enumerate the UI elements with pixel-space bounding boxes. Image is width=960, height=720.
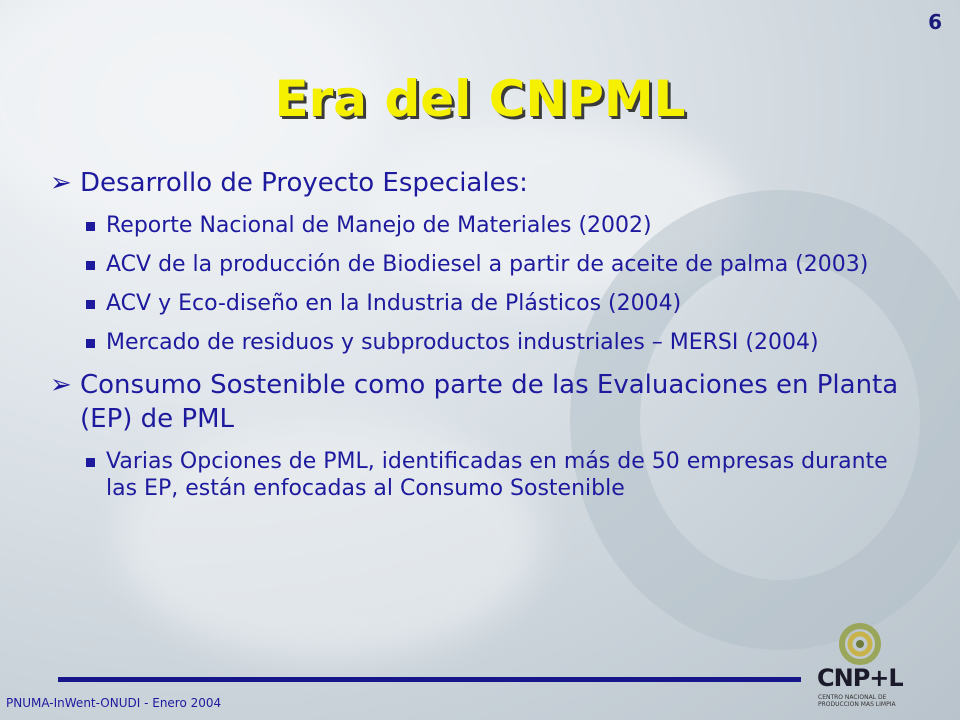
sub-bullet-text: ACV y Eco-diseño en la Industria de Plásticos (2004) <box>106 291 682 316</box>
square-bullet-icon <box>86 261 95 270</box>
footer-text: PNUMA-InWent-ONUDI - Enero 2004 <box>6 696 222 710</box>
bullet-text: Desarrollo de Proyecto Especiales: <box>80 168 528 198</box>
sub-bullet-item <box>50 329 920 356</box>
logo-name: CNP+L <box>817 664 903 692</box>
sub-bullet-text: Reporte Nacional de Manejo de Materiales (2002) <box>106 213 652 238</box>
slide-content <box>50 166 920 514</box>
sub-bullet-text: ACV de la producción de Biodiesel a partir de aceite de palma (2003) <box>106 252 869 277</box>
arrow-bullet-icon: ➢ <box>50 370 72 400</box>
sub-bullet-item <box>50 212 920 239</box>
page-number: 6 <box>928 10 942 34</box>
slide-title: Era del CNPML <box>274 70 686 128</box>
square-bullet-icon <box>86 222 95 231</box>
bullet-text: Consumo Sostenible como parte de las Evaluaciones en Planta (EP) de PML <box>80 370 899 434</box>
sub-bullet-text: Varias Opciones de PML, identificadas en más de 50 empresas durante las EP, están enfocadas al Consumo Sostenible <box>106 449 888 501</box>
sub-bullet-item <box>50 290 920 317</box>
square-bullet-icon <box>86 339 95 348</box>
logo-subtitle: CENTRO NACIONAL DE PRODUCCION MAS LIMPIA <box>818 694 896 708</box>
bullet-item <box>50 166 920 200</box>
arrow-bullet-icon: ➢ <box>50 168 72 198</box>
sub-bullet-text: Mercado de residuos y subproductos industriales – MERSI (2004) <box>106 330 819 355</box>
sub-bullet-item <box>50 251 920 278</box>
square-bullet-icon <box>86 300 95 309</box>
bullet-item <box>50 368 920 436</box>
footer-divider <box>58 677 801 682</box>
square-bullet-icon <box>86 458 95 467</box>
sub-bullet-item <box>50 448 920 502</box>
